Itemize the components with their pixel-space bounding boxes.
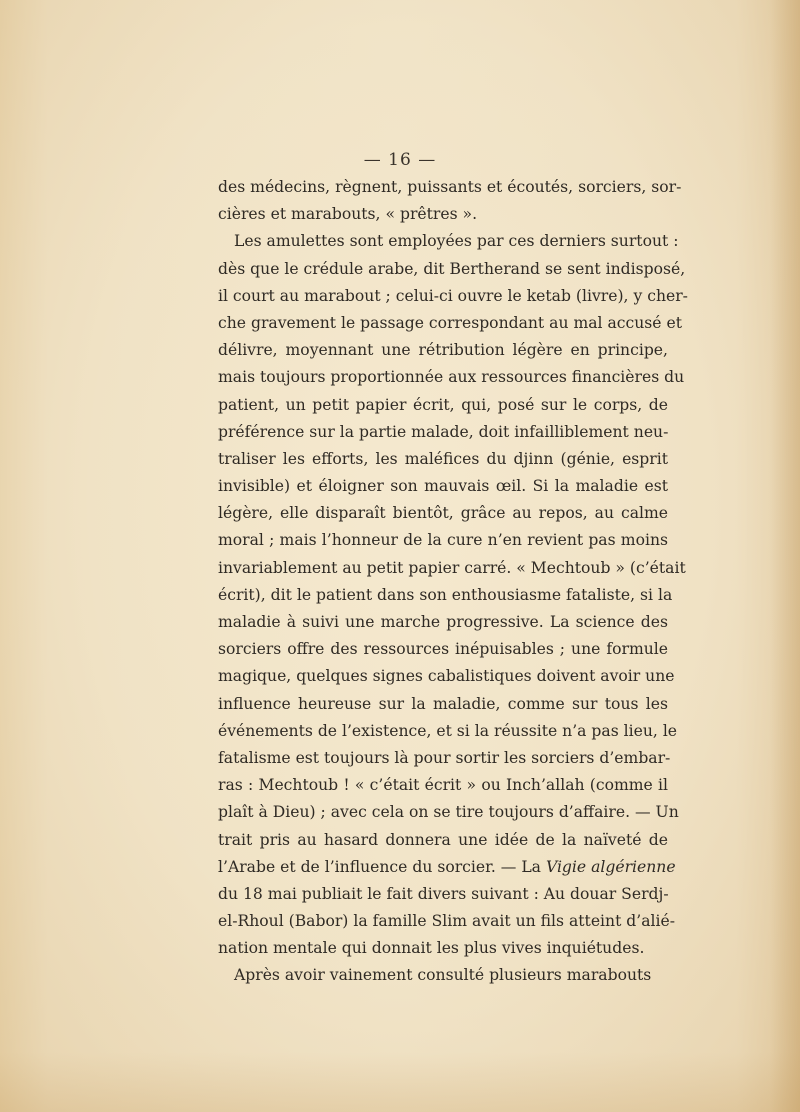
page-number: — 16 — [363,150,437,170]
text-line: ras : Mechtoub ! « c’était écrit » ou Inch’allah (comme il [218,776,668,795]
text-line: préférence sur la partie malade, doit infailliblement neu- [218,422,669,441]
text-line: dès que le crédule arabe, dit Bertherand se sent indisposé, [218,259,686,278]
text-line: moral ; mais l’honneur de la cure n’en revient pas moins [218,531,668,550]
text-line: événements de l’existence, et si la réussite n’a pas lieu, le [218,721,678,740]
text-line: che gravement le passage correspondant au mal accusé et [218,313,682,332]
text-line: Les amulettes sont employées par ces derniers surtout : [234,232,679,251]
text-line [218,854,676,881]
text-line: Après avoir vainement consulté plusieurs marabouts [234,966,652,985]
text-line: el-Rhoul (Babor) la famille Slim avait un fils atteint d’alié- [218,912,676,931]
text-line: sorciers offre des ressources inépuisables ; une formule [218,640,668,659]
body-text [218,174,688,990]
text-line: invisible) et éloigner son mauvais œil. Si la maladie est [218,477,668,496]
text-line: mais toujours proportionnée aux ressources financières du [218,368,685,387]
text-line: du 18 mai publiait le fait divers suivant : Au douar Serdj- [218,884,669,903]
text-line: plaît à Dieu) ; avec cela on se tire toujours d’affaire. — Un [218,803,679,822]
text-line: traliser les efforts, les maléfices du djinn (génie, esprit [218,449,668,468]
text-line: invariablement au petit papier carré. « Mechtoub » (c’était [218,558,686,577]
page-bottom-shading [0,1052,800,1112]
text-line: fatalisme est toujours là pour sortir les sorciers d’embar- [218,748,671,767]
text-line: influence heureuse sur la maladie, comme sur tous les [218,694,668,713]
text-line: trait pris au hasard donnera une idée de la naïveté de [218,830,668,849]
italic-title: Vigie algérienne [545,857,676,876]
text-line: des médecins, règnent, puissants et écoutés, sorciers, sor- [218,178,682,196]
text-line: légère, elle disparaît bientôt, grâce au repos, au calme [218,504,668,523]
text-line: patient, un petit papier écrit, qui, posé sur le corps, de [218,395,668,414]
text-line: maladie à suivi une marche progressive. La science des [218,613,668,631]
text-line: magique, quelques signes cabalistiques doivent avoir une [218,667,675,686]
text-line: il court au marabout ; celui-ci ouvre le ketab (livre), y cher- [218,286,688,305]
text-line: cières et marabouts, « prêtres ». [218,205,478,224]
text-line: nation mentale qui donnait les plus vives inquiétudes. [218,939,645,958]
text-line: écrit), dit le patient dans son enthousiasme fataliste, si la [218,585,673,604]
text-fragment: l’Arabe et de l’influence du sorcier. — La [218,857,546,876]
text-line: délivre, moyennant une rétribution légère en principe, [218,341,668,360]
